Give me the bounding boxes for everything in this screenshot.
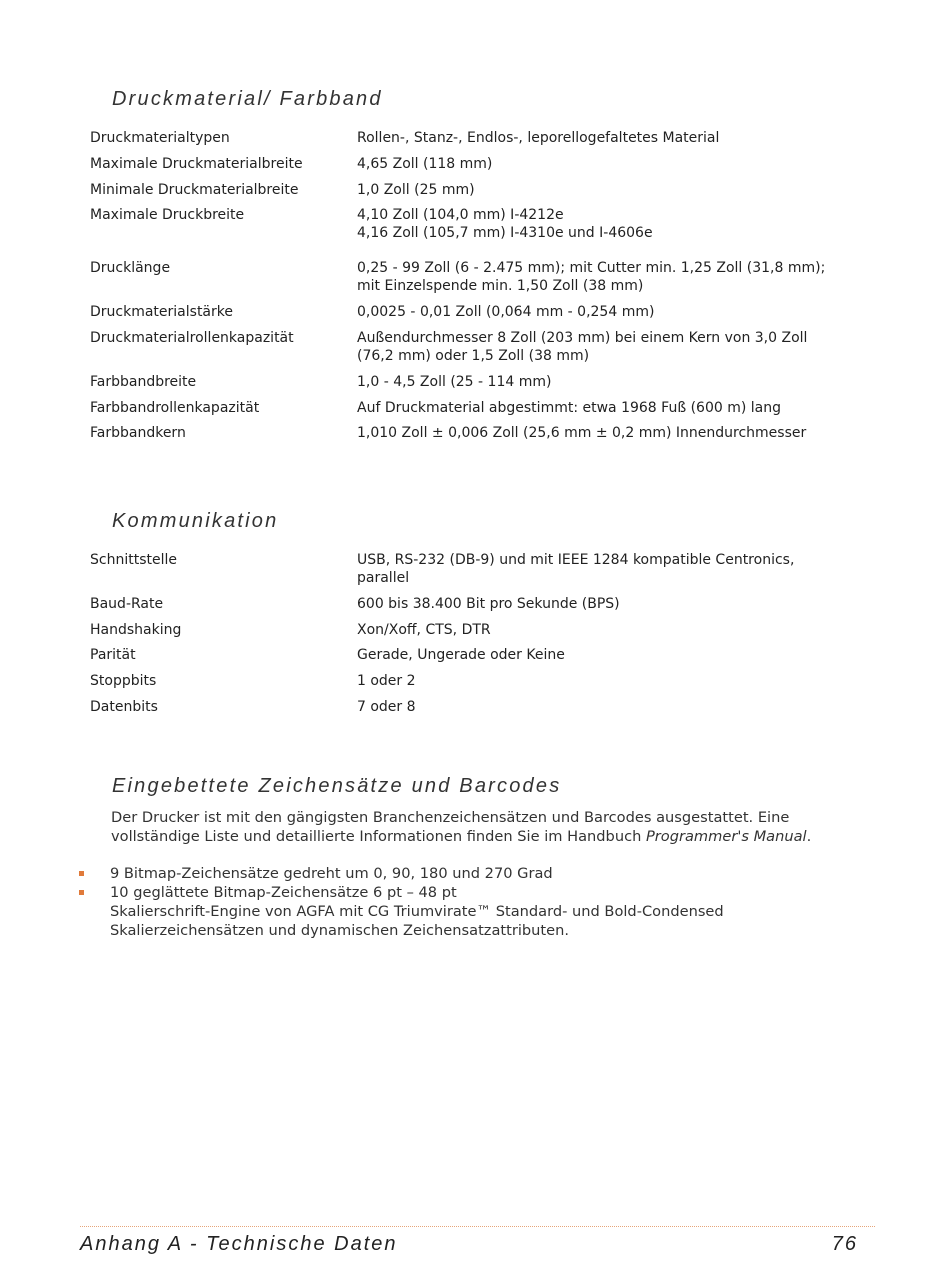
spec-label: Maximale Druckbreite <box>90 207 245 224</box>
spec-label: Minimale Druckmaterialbreite <box>90 181 299 198</box>
spec-row <box>90 303 870 321</box>
section-title-communication: Kommunikation <box>112 510 279 532</box>
spec-value <box>357 551 870 587</box>
spec-value <box>357 399 870 417</box>
spec-label: Druckmaterialstärke <box>90 304 233 321</box>
spec-value-line: 4,10 Zoll (104,0 mm) I-4212e <box>357 207 564 224</box>
bullet-text: Skalierzeichensätzen und dynamischen Zeichensatzattributen. <box>110 922 569 939</box>
spec-value-line: Gerade, Ungerade oder Keine <box>357 647 565 664</box>
footer-chapter-title: Anhang A - Technische Daten <box>80 1233 398 1255</box>
spec-label: Baud-Rate <box>90 595 164 612</box>
square-bullet-icon <box>79 890 84 895</box>
spec-value-line: 0,0025 - 0,01 Zoll (0,064 mm - 0,254 mm) <box>357 304 655 321</box>
spec-label: Maximale Druckmaterialbreite <box>90 155 303 172</box>
spec-value-line: 1,010 Zoll ± 0,006 Zoll (25,6 mm ± 0,2 mm) Innendurchmesser <box>357 425 807 442</box>
spec-value <box>357 646 870 664</box>
bullet-text: 9 Bitmap-Zeichensätze gedreht um 0, 90, 180 und 270 Grad <box>110 865 553 882</box>
spec-row <box>90 329 870 365</box>
spec-value <box>357 303 870 321</box>
fonts-intro-paragraph <box>111 808 871 846</box>
spec-row <box>90 551 870 587</box>
section-title-media: Druckmaterial/ Farbband <box>112 88 383 110</box>
list-item <box>78 864 878 883</box>
spec-value-line: Xon/Xoff, CTS, DTR <box>357 621 491 638</box>
spec-value-line: 7 oder 8 <box>357 698 416 715</box>
spec-row <box>90 595 870 613</box>
section-title-fonts: Eingebettete Zeichensätze und Barcodes <box>112 775 562 797</box>
intro-line <box>111 827 871 846</box>
spec-value <box>357 373 870 391</box>
spec-row <box>90 399 870 417</box>
manual-title: Programmer's Manual <box>645 828 807 845</box>
spec-value-line: Außendurchmesser 8 Zoll (203 mm) bei einem Kern von 3,0 Zoll <box>357 329 808 346</box>
spec-row <box>90 373 870 391</box>
spec-row <box>90 259 870 295</box>
footer-page-number: 76 <box>831 1233 858 1255</box>
spec-value-line: parallel <box>357 570 410 586</box>
spec-row <box>90 206 870 242</box>
spec-value <box>357 329 870 365</box>
spec-label: Druckmaterialrollenkapazität <box>90 329 294 346</box>
spec-label: Schnittstelle <box>90 552 177 568</box>
spec-label: Parität <box>90 647 136 664</box>
spec-value-line: USB, RS-232 (DB-9) und mit IEEE 1284 kompatible Centronics, <box>357 552 795 568</box>
spec-value-line: 1,0 - 4,5 Zoll (25 - 114 mm) <box>357 373 552 390</box>
list-item <box>78 883 878 940</box>
intro-line: Der Drucker ist mit den gängigsten Branchenzeichensätzen und Barcodes ausgestattet. Eine <box>111 809 790 826</box>
spec-value-line: 1 oder 2 <box>357 673 416 690</box>
spec-label: Drucklänge <box>90 260 171 277</box>
spec-table-communication <box>90 551 870 724</box>
spec-value-line: Auf Druckmaterial abgestimmt: etwa 1968 Fuß (600 m) lang <box>357 399 781 416</box>
spec-row <box>90 155 870 173</box>
spec-label: Handshaking <box>90 621 182 638</box>
spec-value <box>357 698 870 716</box>
spec-table-media <box>90 129 870 450</box>
spec-value <box>357 672 870 690</box>
spec-value <box>357 424 870 442</box>
spec-label: Datenbits <box>90 698 158 715</box>
spec-value <box>357 129 870 147</box>
spec-value <box>357 621 870 639</box>
spec-value-line: 1,0 Zoll (25 mm) <box>357 181 475 198</box>
spec-row <box>90 181 870 199</box>
fonts-bullet-list <box>78 864 878 940</box>
spec-label: Farbbandbreite <box>90 373 197 390</box>
spec-value <box>357 206 870 242</box>
spec-value-line: 4,16 Zoll (105,7 mm) I-4310e und I-4606e <box>357 225 653 242</box>
spec-value-line: (76,2 mm) oder 1,5 Zoll (38 mm) <box>357 347 590 364</box>
spec-label: Farbbandrollenkapazität <box>90 399 260 416</box>
spec-label: Druckmaterialtypen <box>90 130 230 146</box>
square-bullet-icon <box>79 871 84 876</box>
spec-value <box>357 181 870 199</box>
spec-row <box>90 646 870 664</box>
spec-value <box>357 595 870 613</box>
spec-row <box>90 621 870 639</box>
spec-row <box>90 698 870 716</box>
spec-value-line: 4,65 Zoll (118 mm) <box>357 155 493 172</box>
spec-value <box>357 155 870 173</box>
bullet-text: Skalierschrift-Engine von AGFA mit CG Triumvirate™ Standard- und Bold-Condensed <box>110 903 724 920</box>
intro-text-end: . <box>806 828 812 845</box>
spec-row <box>90 424 870 442</box>
spec-row <box>90 129 870 147</box>
spec-value-line: 0,25 - 99 Zoll (6 - 2.475 mm); mit Cutter min. 1,25 Zoll (31,8 mm); <box>357 260 826 277</box>
spec-value <box>357 259 870 295</box>
bullet-text: 10 geglättete Bitmap-Zeichensätze 6 pt – 48 pt <box>110 884 457 901</box>
spec-value-line: 600 bis 38.400 Bit pro Sekunde (BPS) <box>357 595 620 612</box>
spec-value-line: mit Einzelspende min. 1,50 Zoll (38 mm) <box>357 278 644 295</box>
spec-label: Stoppbits <box>90 673 157 690</box>
spec-label: Farbbandkern <box>90 425 186 442</box>
footer-rule <box>80 1226 875 1227</box>
spec-row <box>90 672 870 690</box>
intro-text: vollständige Liste und detaillierte Informationen finden Sie im Handbuch <box>111 828 646 845</box>
spec-value-line: Rollen-, Stanz-, Endlos-, leporellogefaltetes Material <box>357 130 720 146</box>
